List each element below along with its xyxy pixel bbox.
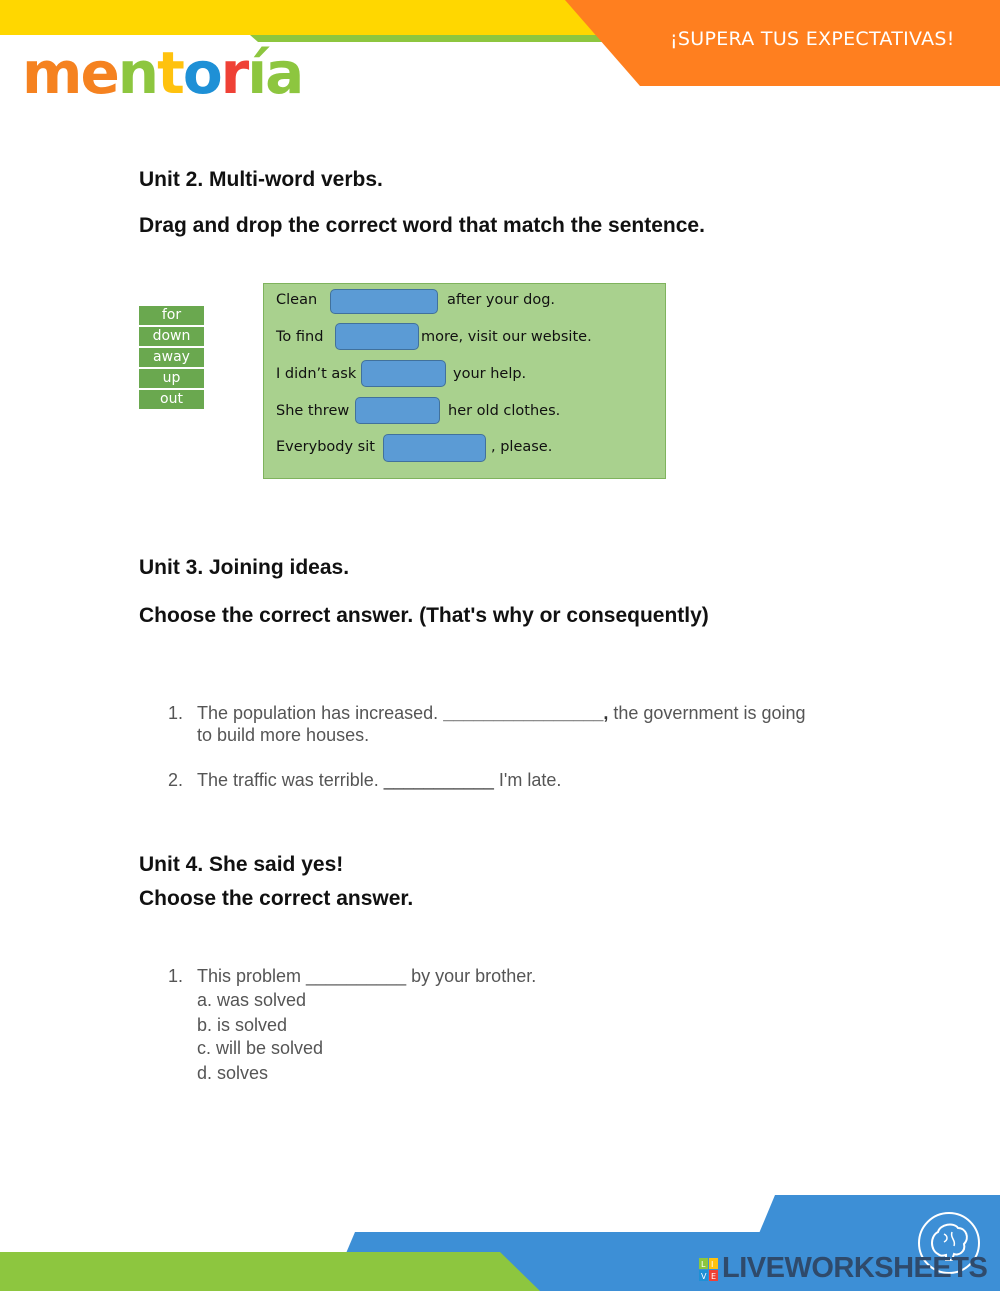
sentence-3-after: your help.: [453, 366, 527, 382]
liveworksheets-logo: LIVEWORKSHEETS: [722, 1252, 988, 1284]
sentence-4-after: her old clothes.: [448, 403, 561, 419]
slogan: ¡SUPERA TUS EXPECTATIVAS!: [670, 28, 955, 50]
badge-letter-l: L: [701, 1260, 706, 1269]
sentence-5-before: Everybody sit: [276, 439, 375, 455]
mentoria-logo: mentoría: [22, 39, 303, 107]
drop-slot-2[interactable]: [335, 323, 419, 350]
option-d[interactable]: d. solves: [197, 1063, 269, 1083]
unit2-instruction: Drag and drop the correct word that match the sentence.: [139, 214, 705, 237]
drop-slot-5[interactable]: [383, 434, 486, 462]
word-chip-down[interactable]: down: [139, 327, 204, 346]
word-chip-for[interactable]: for: [139, 306, 204, 325]
option-c[interactable]: c. will be solved: [197, 1038, 324, 1058]
q3-1-text: [197, 703, 806, 724]
option-a[interactable]: a. was solved: [197, 990, 307, 1010]
q3-1-line2: to build more houses.: [197, 725, 370, 745]
q3-2-text: [197, 770, 561, 791]
unit3-title: Unit 3. Joining ideas.: [139, 556, 350, 579]
sentence-4-before: She threw: [276, 403, 350, 419]
unit4-title: Unit 4. She said yes!: [139, 853, 344, 876]
q3-2-number: 2.: [168, 770, 184, 790]
drop-slot-3[interactable]: [361, 360, 446, 387]
q4-1-text: This problem __________ by your brother.: [197, 966, 537, 986]
q3-1-after: the government is going: [613, 703, 806, 723]
q4-1-number: 1.: [168, 966, 184, 986]
badge-letter-e: E: [711, 1272, 717, 1281]
liveworksheets-badge-icon: [699, 1258, 719, 1282]
q3-1-before: The population has increased.: [197, 703, 439, 723]
q3-1-blank[interactable]: ________________,: [443, 703, 609, 723]
word-chip-away[interactable]: away: [139, 348, 204, 367]
drop-slot-1[interactable]: [330, 289, 438, 314]
word-chip-out[interactable]: out: [139, 390, 204, 409]
unit2-title: Unit 2. Multi-word verbs.: [139, 168, 383, 191]
unit3-instruction: Choose the correct answer. (That's why or consequently): [139, 604, 709, 627]
sentence-1-before: Clean: [276, 292, 318, 308]
sentence-2-before: To find: [276, 329, 324, 345]
option-b[interactable]: b. is solved: [197, 1015, 288, 1035]
sentence-1-after: after your dog.: [447, 292, 556, 308]
sentence-2-after: more, visit our website.: [421, 329, 592, 345]
word-chip-up[interactable]: up: [139, 369, 204, 388]
word-bank: [139, 306, 204, 411]
q3-2-before: The traffic was terrible.: [197, 770, 379, 790]
q3-1-number: 1.: [168, 703, 184, 723]
badge-letter-v: V: [701, 1272, 707, 1281]
q3-2-after: I'm late.: [498, 770, 562, 790]
sentence-5-after: , please.: [491, 439, 553, 455]
unit4-instruction: Choose the correct answer.: [139, 887, 414, 910]
sentence-3-before: I didn’t ask: [276, 366, 357, 382]
drop-slot-4[interactable]: [355, 397, 440, 424]
drop-exercise-box: [263, 283, 666, 479]
badge-letter-i: I: [711, 1260, 714, 1269]
q3-2-blank[interactable]: ___________: [383, 770, 494, 790]
